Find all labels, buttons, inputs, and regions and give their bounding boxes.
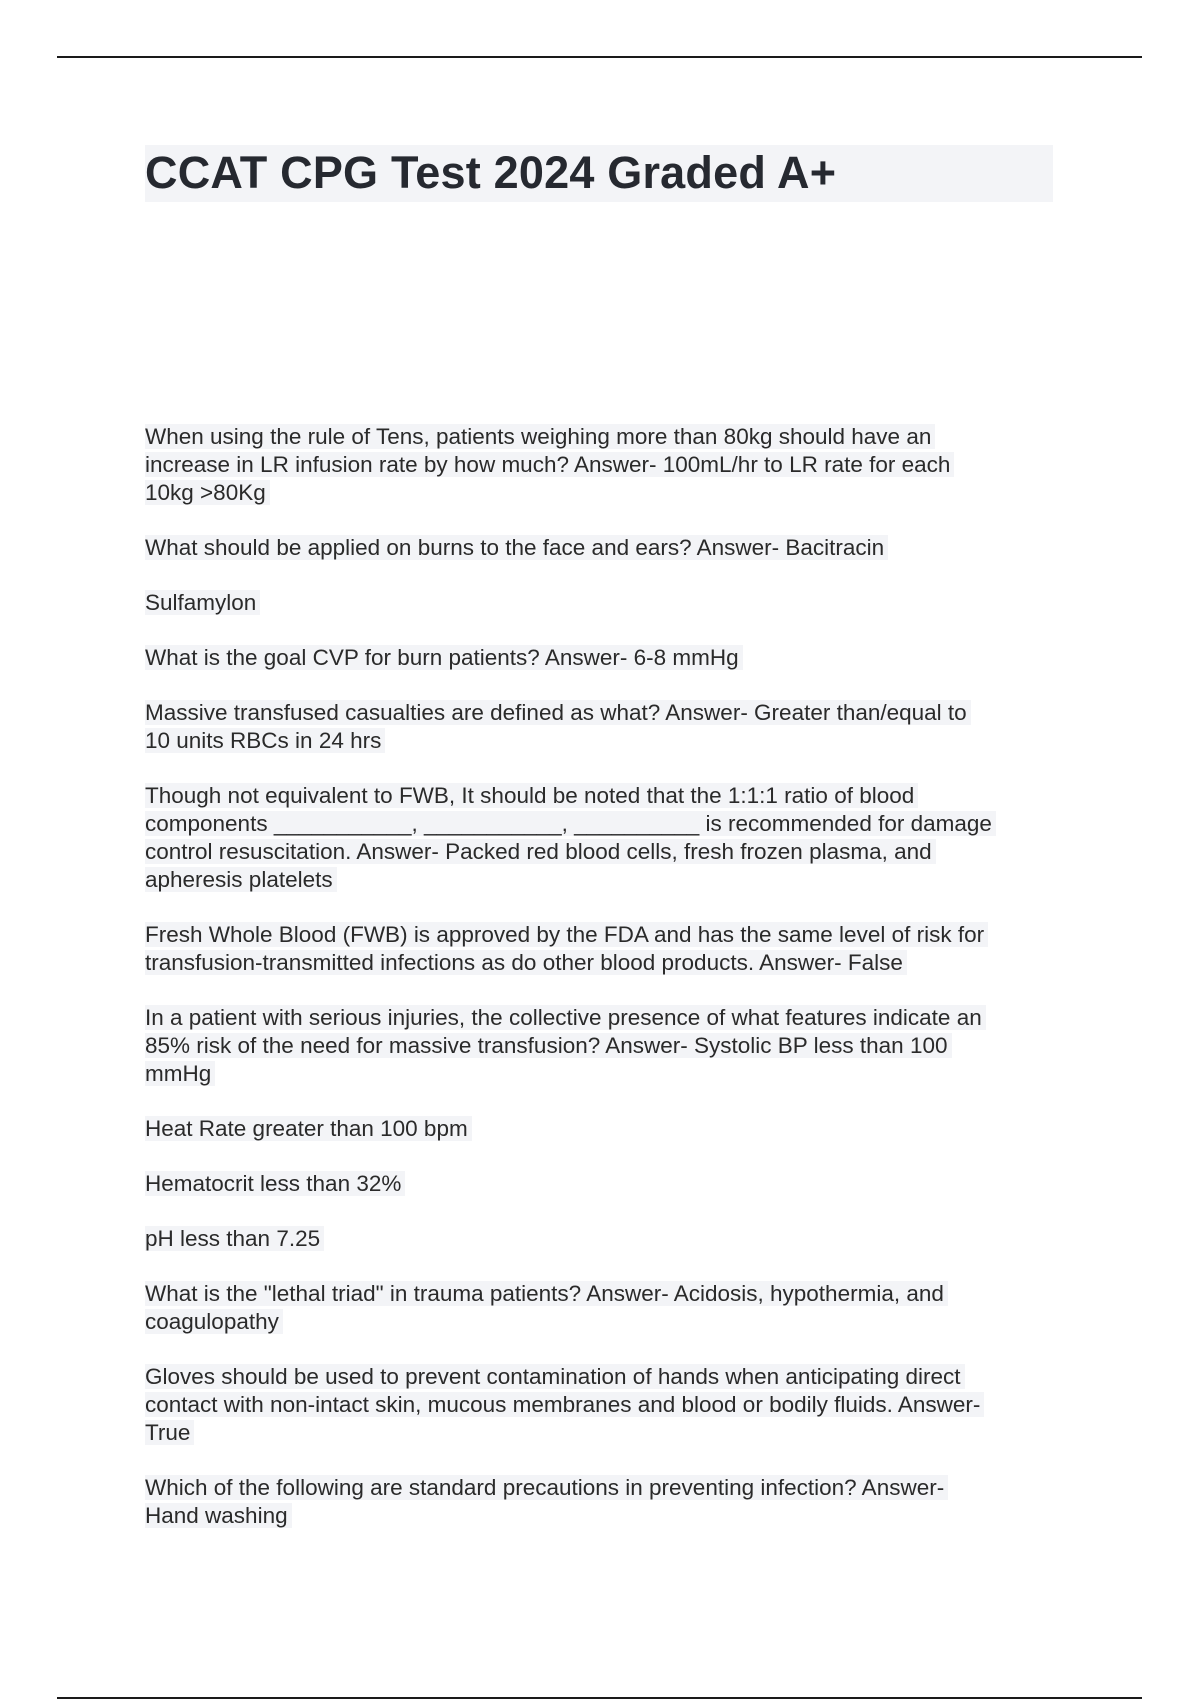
text-line-content: True xyxy=(145,1420,194,1445)
qa-paragraph xyxy=(145,782,1060,894)
text-line-content: What is the goal CVP for burn patients? Answer- 6-8 mmHg xyxy=(145,645,743,670)
text-line xyxy=(145,644,1060,672)
qa-paragraph xyxy=(145,1170,1060,1198)
document-body xyxy=(145,423,1060,1557)
text-line-content: coagulopathy xyxy=(145,1309,283,1334)
qa-paragraph xyxy=(145,1280,1060,1336)
document-title: CCAT CPG Test 2024 Graded A+ xyxy=(145,147,837,198)
text-line xyxy=(145,838,1060,866)
text-line-content: contact with non-intact skin, mucous membranes and blood or bodily fluids. Answer- xyxy=(145,1392,984,1417)
text-line xyxy=(145,921,1060,949)
qa-paragraph xyxy=(145,1363,1060,1447)
text-line-content: increase in LR infusion rate by how much? Answer- 100mL/hr to LR rate for each xyxy=(145,452,954,477)
text-line xyxy=(145,1474,1060,1502)
text-line-content: 10kg >80Kg xyxy=(145,480,270,505)
text-line xyxy=(145,451,1060,479)
text-line xyxy=(145,1391,1060,1419)
bottom-rule xyxy=(57,1697,1142,1699)
text-line-content: Though not equivalent to FWB, It should be noted that the 1:1:1 ratio of blood xyxy=(145,783,918,808)
text-line-content: transfusion-transmitted infections as do other blood products. Answer- False xyxy=(145,950,907,975)
qa-paragraph xyxy=(145,423,1060,507)
qa-paragraph xyxy=(145,921,1060,977)
top-rule xyxy=(57,56,1142,58)
text-line-content: pH less than 7.25 xyxy=(145,1226,324,1251)
text-line xyxy=(145,1363,1060,1391)
text-line xyxy=(145,534,1060,562)
text-line xyxy=(145,1004,1060,1032)
text-line xyxy=(145,699,1060,727)
text-line-content: In a patient with serious injuries, the collective presence of what features indicate an xyxy=(145,1005,986,1030)
text-line xyxy=(145,479,1060,507)
text-line xyxy=(145,782,1060,810)
text-line-content: Hematocrit less than 32% xyxy=(145,1171,405,1196)
qa-paragraph xyxy=(145,1004,1060,1088)
text-line xyxy=(145,1115,1060,1143)
text-line-content: 10 units RBCs in 24 hrs xyxy=(145,728,385,753)
text-line-content: When using the rule of Tens, patients weighing more than 80kg should have an xyxy=(145,424,935,449)
text-line-content: What is the "lethal triad" in trauma patients? Answer- Acidosis, hypothermia, and xyxy=(145,1281,948,1306)
text-line-content: mmHg xyxy=(145,1061,215,1086)
text-line-content: Heat Rate greater than 100 bpm xyxy=(145,1116,472,1141)
text-line-content: control resuscitation. Answer- Packed red blood cells, fresh frozen plasma, and xyxy=(145,839,936,864)
text-line-content: Fresh Whole Blood (FWB) is approved by the FDA and has the same level of risk for xyxy=(145,922,988,947)
qa-paragraph xyxy=(145,699,1060,755)
text-line xyxy=(145,423,1060,451)
qa-paragraph xyxy=(145,644,1060,672)
text-line-content: Sulfamylon xyxy=(145,590,260,615)
text-line xyxy=(145,727,1060,755)
text-line xyxy=(145,1280,1060,1308)
text-line-content: 85% risk of the need for massive transfusion? Answer- Systolic BP less than 100 xyxy=(145,1033,952,1058)
text-line-content: Gloves should be used to prevent contamination of hands when anticipating direct xyxy=(145,1364,965,1389)
text-line xyxy=(145,1419,1060,1447)
text-line xyxy=(145,1170,1060,1198)
text-line-content: Massive transfused casualties are defined as what? Answer- Greater than/equal to xyxy=(145,700,971,725)
text-line-content: Hand washing xyxy=(145,1503,292,1528)
text-line xyxy=(145,1502,1060,1530)
text-line xyxy=(145,1225,1060,1253)
qa-paragraph xyxy=(145,534,1060,562)
qa-paragraph xyxy=(145,1474,1060,1530)
text-line-content: components ___________, ___________, __________ is recommended for damage xyxy=(145,811,996,836)
qa-paragraph xyxy=(145,1225,1060,1253)
text-line-content: What should be applied on burns to the face and ears? Answer- Bacitracin xyxy=(145,535,888,560)
qa-paragraph xyxy=(145,1115,1060,1143)
text-line xyxy=(145,810,1060,838)
text-line xyxy=(145,589,1060,617)
text-line xyxy=(145,1308,1060,1336)
text-line xyxy=(145,866,1060,894)
text-line xyxy=(145,1032,1060,1060)
text-line-content: Which of the following are standard precautions in preventing infection? Answer- xyxy=(145,1475,948,1500)
text-line xyxy=(145,1060,1060,1088)
text-line xyxy=(145,949,1060,977)
text-line-content: apheresis platelets xyxy=(145,867,337,892)
qa-paragraph xyxy=(145,589,1060,617)
